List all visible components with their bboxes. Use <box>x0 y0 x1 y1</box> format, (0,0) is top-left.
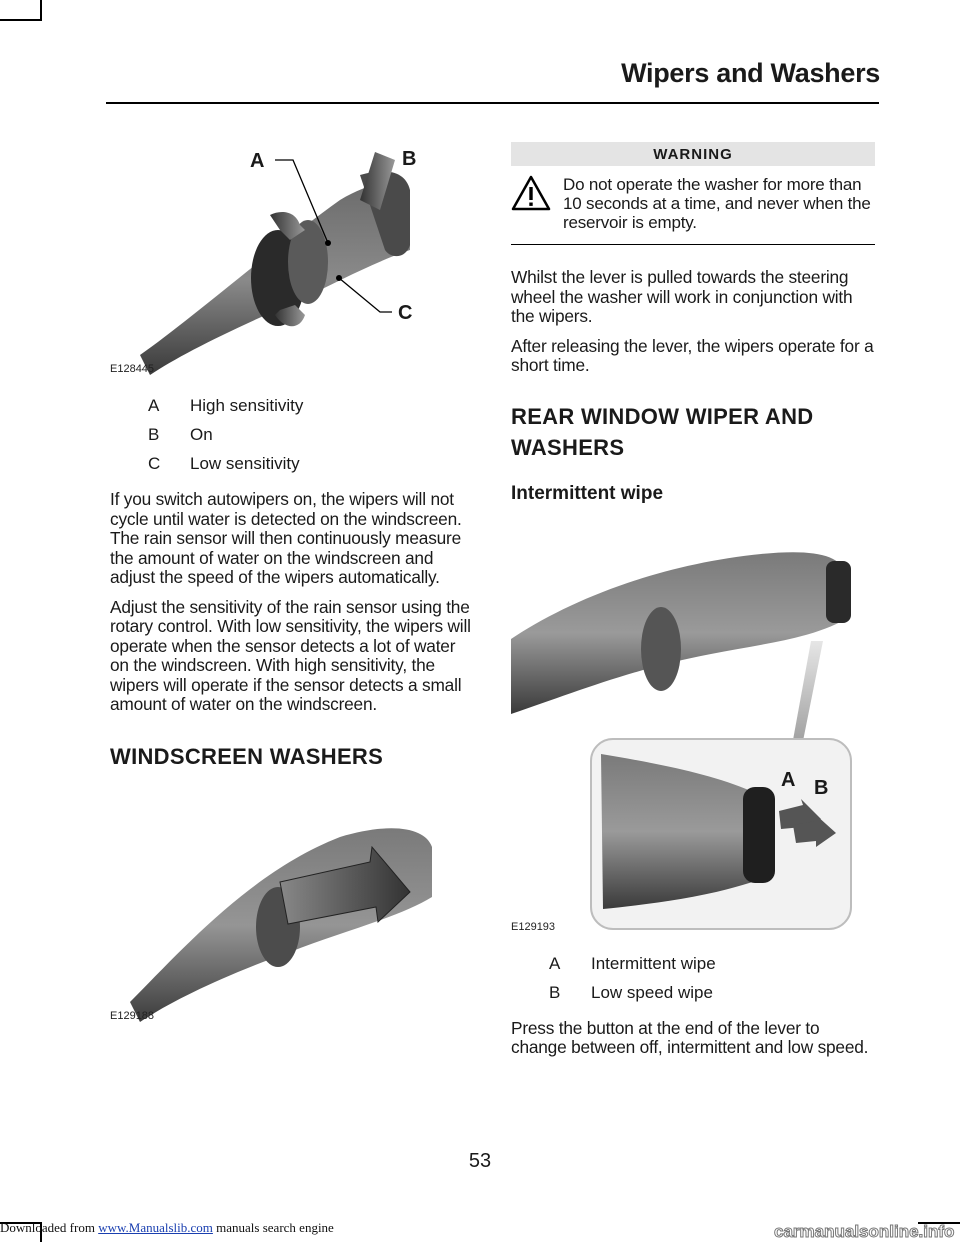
subsection-heading: Intermittent wipe <box>511 482 664 504</box>
callout-c: C <box>398 302 413 324</box>
body-paragraph: Whilst the lever is pulled towards the steering wheel the washer will work in conjunction with the wipers. <box>511 267 853 326</box>
left-column <box>110 140 475 1022</box>
body-paragraph: Press the button at the end of the lever to change between off, intermittent and low speed. <box>511 1017 869 1057</box>
body-paragraph: Adjust the sensitivity of the rain sensor using the rotary control. With low sensitivity, the wipers will operate when the sensor detects a lot of water on the windscreen. With high sensitivity, the wipers will operate if the sensor detects a small amount of water on the windscreen. <box>110 596 471 714</box>
legend-letter: A <box>549 953 561 973</box>
legend-row <box>110 420 475 449</box>
body-paragraph: If you switch autowipers on, the wipers will not cycle until water is detected on the windscreen. The rain sensor will then continuously measure the amount of water on the windscreen and adjust the speed of the wipers automatically. <box>110 489 462 587</box>
callout-b: B <box>814 776 829 799</box>
callout-a: A <box>781 768 796 791</box>
figure-code: E129188 <box>110 1009 155 1022</box>
legend-row <box>511 978 875 1007</box>
rear-wiper-figure <box>511 529 875 933</box>
warning-text: Do not operate the washer for more than 10 seconds at a time, and never when the reservoir is empty. <box>563 175 871 232</box>
callout-b: B <box>402 148 417 170</box>
legend-letter: A <box>148 396 160 415</box>
warning-heading: WARNING <box>511 142 875 166</box>
crop-mark <box>0 19 42 21</box>
rear-wiper-illustration <box>511 529 875 933</box>
section-heading-line1: REAR WINDOW WIPER AND <box>511 403 814 429</box>
legend-text: High sensitivity <box>190 396 304 415</box>
section-heading-line2: WASHERS <box>511 434 625 460</box>
washer-lever-illustration <box>110 802 475 1022</box>
footer-prefix: Downloaded from <box>0 1220 95 1235</box>
rain-sensor-figure <box>110 140 475 375</box>
header-rule <box>106 102 879 104</box>
body-paragraph: After releasing the lever, the wipers operate for a short time. <box>511 335 874 375</box>
rear-legend <box>511 949 875 1007</box>
carmanualsonline-watermark <box>770 1220 960 1242</box>
figure-code: E129193 <box>511 920 556 933</box>
warning-box <box>511 142 875 245</box>
legend-row <box>511 949 875 978</box>
legend-text: Intermittent wipe <box>591 953 716 973</box>
legend-text: Low sensitivity <box>190 454 300 473</box>
legend-text: On <box>190 425 213 444</box>
windscreen-washer-figure <box>110 802 475 1022</box>
right-column <box>511 142 875 1068</box>
callout-a: A <box>250 150 265 172</box>
legend-text: Low speed wipe <box>591 982 713 1002</box>
manualslib-link[interactable]: www.Manualslib.com <box>98 1220 213 1235</box>
page-number: 53 <box>468 1150 492 1172</box>
wiper-lever-illustration <box>110 140 475 375</box>
footer <box>0 1220 334 1236</box>
legend-row <box>110 391 475 420</box>
warning-triangle-icon <box>511 175 563 232</box>
crop-mark <box>40 0 42 20</box>
page-title: Wipers and Washers <box>621 58 880 88</box>
legend-letter: C <box>148 454 161 473</box>
figure-code: E128445 <box>110 363 155 375</box>
footer-suffix: manuals search engine <box>216 1220 334 1235</box>
legend-letter: B <box>549 982 561 1002</box>
legend-letter: B <box>148 425 160 444</box>
rain-sensor-legend <box>110 391 475 478</box>
warning-rule <box>511 244 875 245</box>
legend-row <box>110 449 475 478</box>
section-heading: WINDSCREEN WASHERS <box>110 743 384 769</box>
watermark-text: carmanualsonline.info <box>774 1222 955 1241</box>
